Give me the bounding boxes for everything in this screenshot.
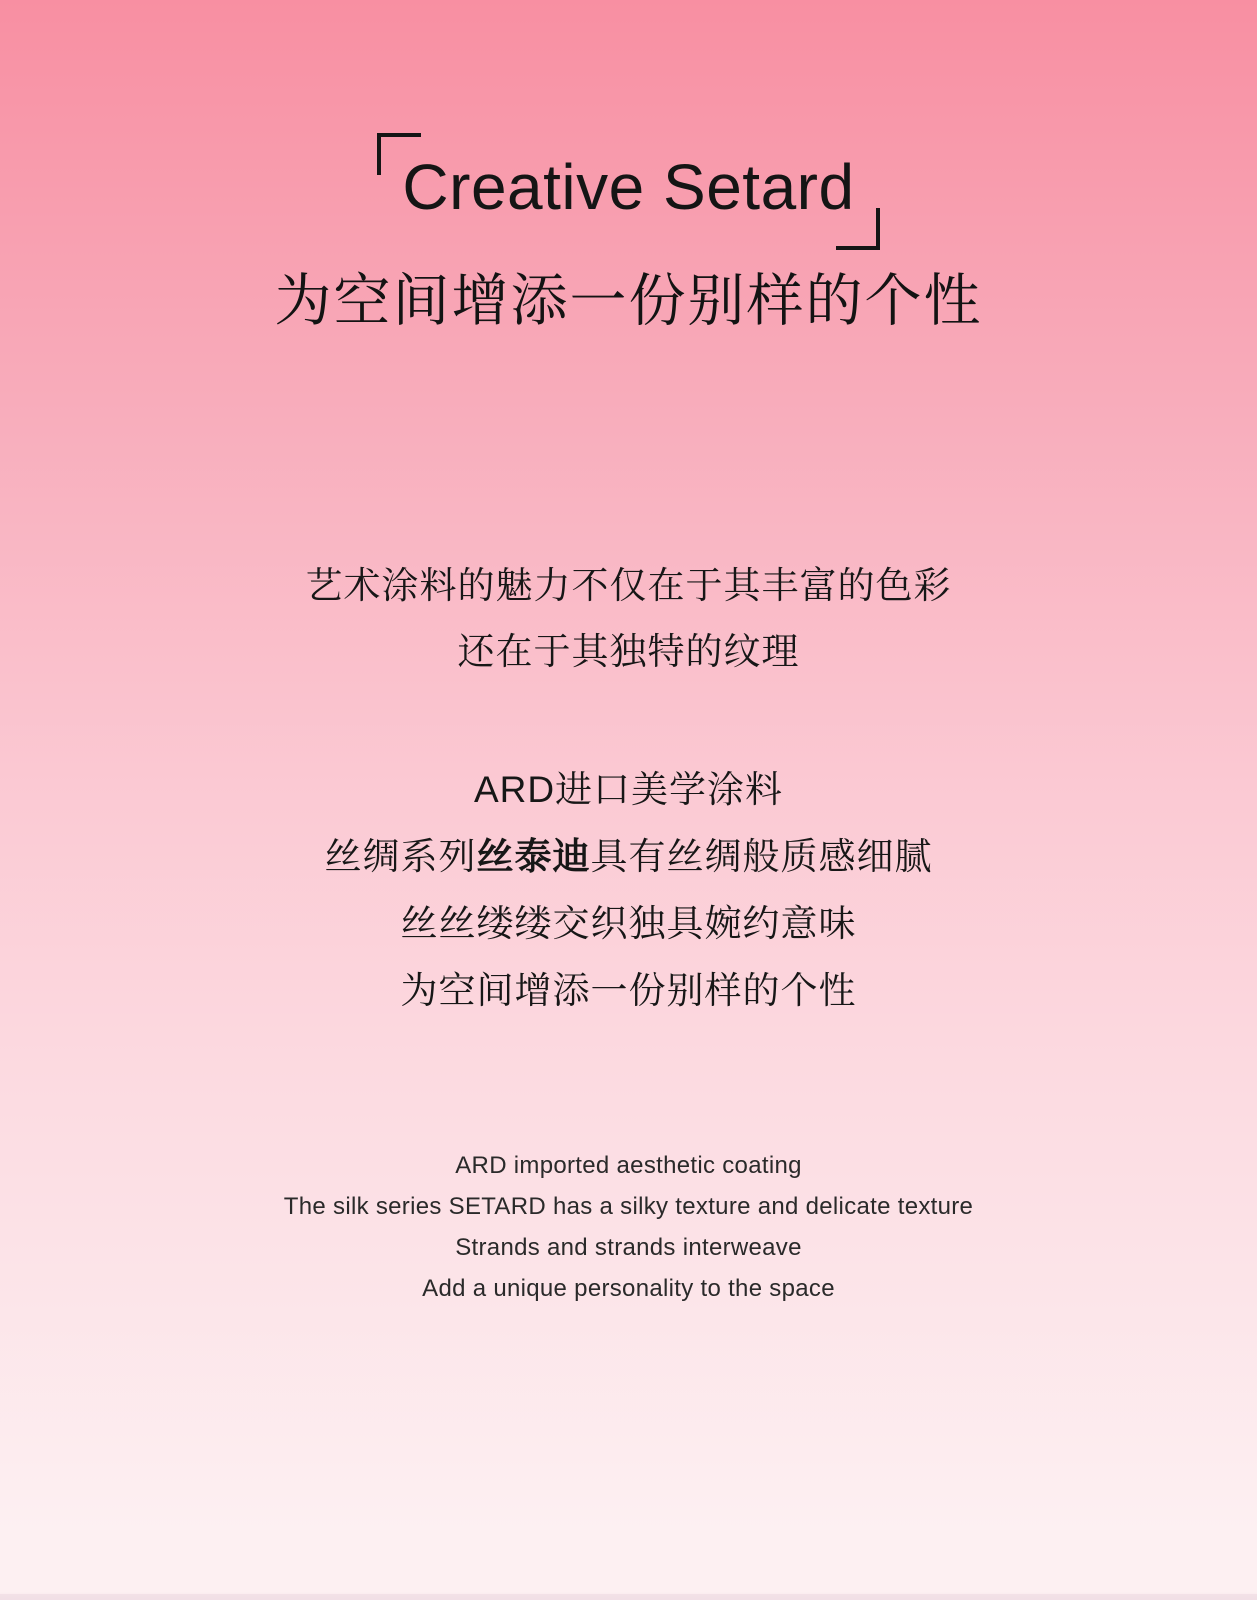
main-en-line: The silk series SETARD has a silky texture and delicate texture — [283, 1193, 974, 1220]
main-cn-line2-suffix: 具有丝绸般质感细腻 — [590, 836, 933, 877]
main-cn-line — [0, 823, 1257, 890]
intro-line: 艺术涂料的魅力不仅在于其丰富的色彩 — [305, 565, 952, 606]
headline-cn: 为空间增添一份别样的个性 — [274, 270, 983, 333]
main-cn-line: 为空间增添一份别样的个性 — [400, 970, 857, 1011]
main-paragraph-en — [0, 1145, 1257, 1309]
product-name-bold: 丝泰迪 — [476, 836, 591, 877]
main-en-line: Strands and strands interweave — [455, 1234, 802, 1261]
brand-title: Creative Setard — [402, 151, 855, 223]
main-en-line: Add a unique personality to the space — [422, 1275, 835, 1302]
main-cn-line2-prefix: 丝绸系列 — [324, 836, 477, 877]
bottom-edge-strip — [0, 1594, 1257, 1600]
intro-line: 还在于其独特的纹理 — [457, 631, 800, 672]
main-cn-line: 丝丝缕缕交织独具婉约意味 — [400, 903, 857, 944]
main-paragraph-cn — [0, 756, 1257, 1024]
main-en-line: ARD imported aesthetic coating — [455, 1152, 802, 1179]
close-corner-bracket-icon — [836, 208, 880, 250]
intro-paragraph-cn — [0, 553, 1257, 685]
main-cn-line: ARD进口美学涂料 — [473, 769, 784, 810]
